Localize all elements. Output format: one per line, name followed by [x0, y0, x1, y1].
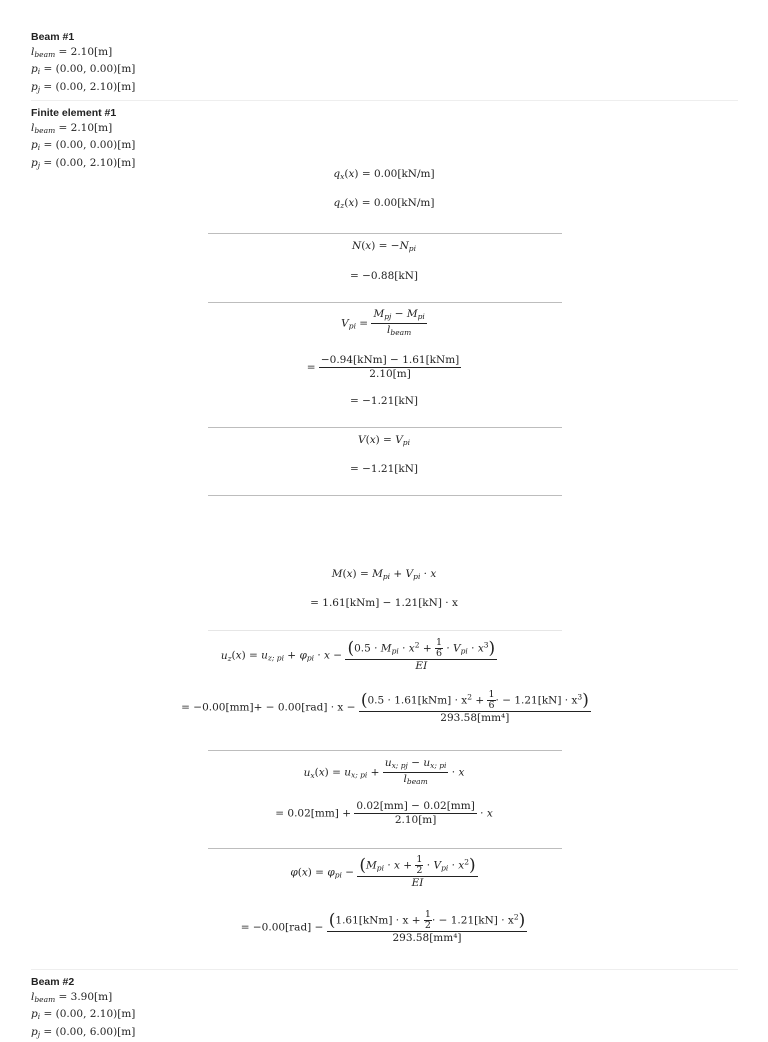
divider — [208, 750, 562, 751]
shear-result: = −1.21[kN] — [349, 395, 419, 407]
shear-numerator: −0.94[kNm] − 1.61[kNm] — [320, 354, 460, 366]
shear-denominator: 2.10[m] — [369, 368, 411, 380]
beam2-pj: $p_j = (0.00$, 6.00)[m] — [31, 1025, 136, 1039]
divider — [208, 302, 562, 303]
shear-substituted: = $\frac{\text{−0.94[kNm] − 1.61[kNm]}}{2.10[m]}$ — [306, 354, 460, 380]
divider — [208, 495, 562, 496]
divider — [208, 427, 562, 428]
fe1-title: Finite element #1 — [31, 107, 117, 119]
beam1-pj: $p_j = (0.00$, 2.10)[m] — [31, 80, 136, 94]
moment-value: = 1.61[kNm] − 1.21[kN] · x — [310, 597, 458, 609]
beam1-separator — [31, 100, 738, 101]
beam1-length: $l_{beam} = 2.10[m]$ — [31, 46, 113, 60]
shear-formula: $V_{pi}$ = $\frac{M_{pj} - M_{pi}}{l_{beam}}$ — [341, 308, 425, 337]
beam2-info — [31, 975, 135, 1042]
beam1-title: Beam #1 — [31, 31, 75, 43]
beam1-pi: $p_i = (0.00$, 0.00)[m] — [31, 63, 136, 77]
fe1-length: $l_{beam} = 2.10[m]$ — [31, 122, 113, 136]
normal-force-result: = −0.88[kN] — [349, 270, 419, 282]
ux-formula: $u_x(x) = u_{x; pi}$ + $\frac{u_{x; pj} - u_{x; pi}}{l_{beam}}$ · x — [303, 757, 465, 786]
beam2-title: Beam #2 — [31, 976, 75, 988]
phi-substituted: = −0.00[rad] − (1.61[kNm] · x + $\frac{1}{2}$ · − $1.21[kN] \cdot x^2$) 293.58[mm⁴] — [240, 909, 526, 944]
normal-force-formula: $N(x) = -N_{pi}$ — [352, 240, 416, 253]
moment-formula: $M(x) = M_{pi} + V_{pi} \cdot x$ — [331, 568, 437, 581]
divider — [208, 630, 562, 631]
uz-substituted: = −0.00[mm]+ − 0.00[rad] · x − ($0.5 \cdot 1.61[kNm] \cdot x^2$ + $\frac{1}{6}$ · − $1.21[kN] \cdot x^3$) 293.58[mm⁴] — [181, 689, 589, 724]
fe1-info — [31, 106, 135, 173]
beam1-info — [31, 30, 135, 97]
divider — [208, 233, 562, 234]
shear-function-result: = −1.21[kN] — [349, 463, 419, 475]
fe1-separator — [31, 969, 738, 970]
beam2-length: $l_{beam} = 3.90[m]$ — [31, 991, 113, 1005]
ux-substituted: = 0.02[mm] + $\frac{0.02[mm] - 0.02[mm]}{2.10[m]}$ · x — [275, 800, 493, 826]
shear-function-formula: $V(x) = V_{pi}$ — [358, 434, 410, 447]
uz-formula: $u_z(x) = u_{z; pi} + \varphi_{pi} \cdot x$ − ($0.5 \cdot M_{pi} \cdot x^2$ + $\frac{1}{6}$ · $V_{pi} \cdot x^3$) EI — [220, 637, 496, 672]
fe1-pj: $p_j = (0.00$, 2.10)[m] — [31, 156, 136, 170]
load-qx-equation: $q_x(x) = 0.00[kN/m]$ — [333, 168, 435, 181]
load-qz-equation: $q_z(x) = 0.00[kN/m]$ — [333, 197, 435, 210]
fe1-pi: $p_i = (0.00$, 0.00)[m] — [31, 139, 136, 153]
divider — [208, 848, 562, 849]
phi-formula: $\varphi(x) = \varphi_{pi}$ − ($M_{pi} \cdot x$ + $\frac{1}{2}$ · $V_{pi} \cdot x^2$) EI — [290, 854, 476, 889]
beam2-pi: $p_i = (0.00$, 2.10)[m] — [31, 1008, 136, 1022]
